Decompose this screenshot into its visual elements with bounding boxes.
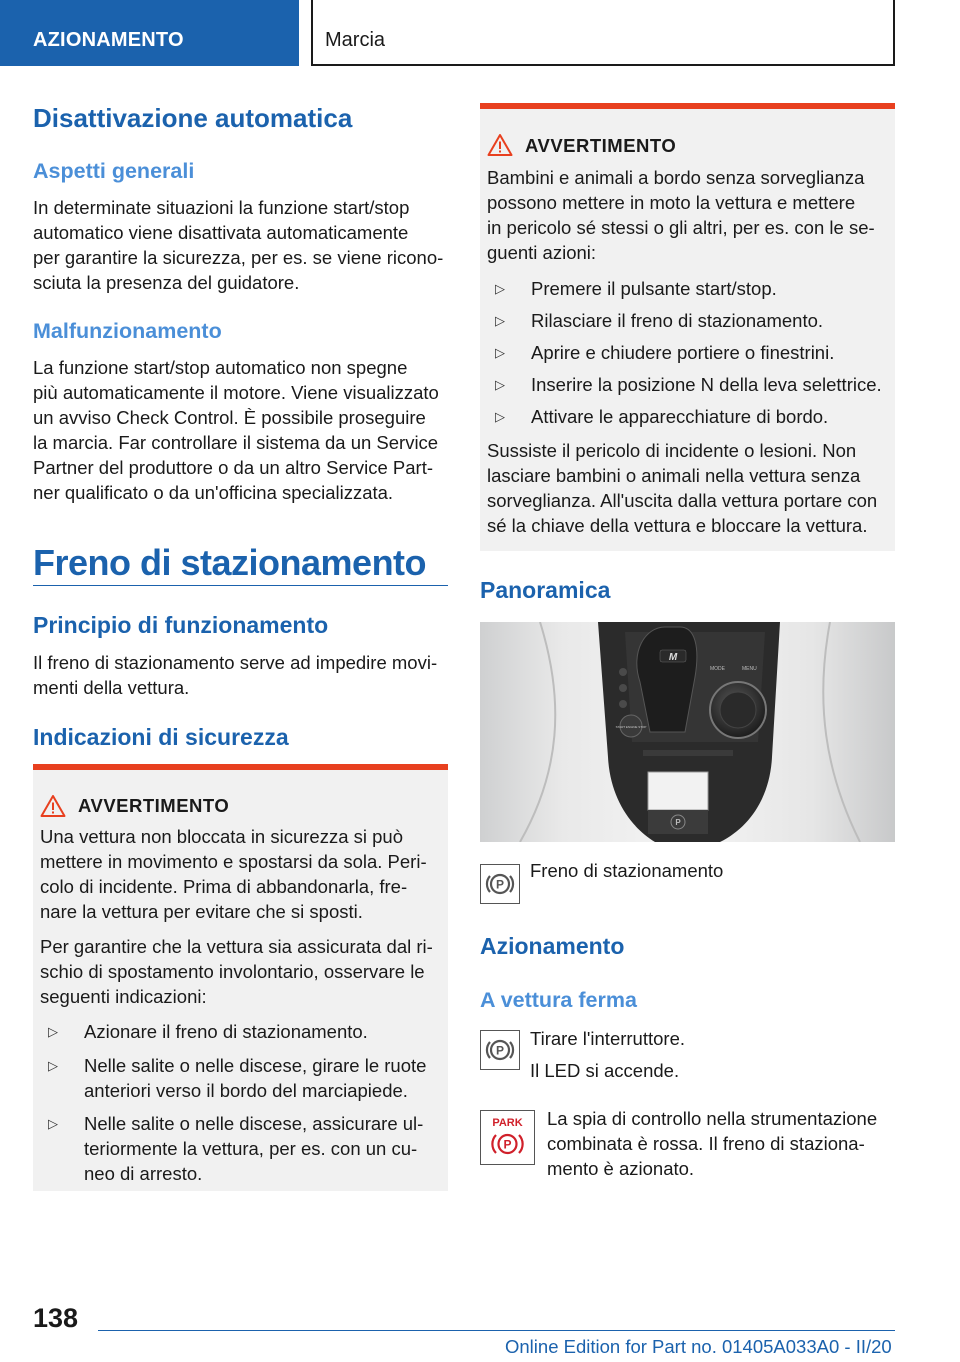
warning-title: AVVERTIMENTO [78, 795, 230, 816]
header-chapter-label: Marcia [325, 29, 386, 51]
m-badge-label: M [668, 652, 678, 663]
text-led: Il LED si accende. [530, 1060, 680, 1081]
text-line: Inserire la posizione N della leva selettrice. [531, 374, 882, 395]
paragraph-aspetti [33, 195, 448, 295]
bullet-triangle-icon: ▷ [495, 377, 505, 392]
footer-edition: Online Edition for Part no. 01405A033A0 - II/20 [505, 1336, 892, 1357]
center-console-photo [480, 622, 895, 842]
text-line: la marcia. Far controllare il sistema da un Service [33, 432, 439, 453]
heading-panoramica: Panoramica [480, 577, 611, 603]
park-warning-lamp-icon [480, 1110, 535, 1165]
menu-label: MENU [742, 666, 757, 672]
text-line: in pericolo sé stessi o gli altri, per es. con le se‐ [487, 217, 875, 238]
heading-disattivazione: Disattivazione automatica [33, 103, 353, 133]
console-illustration [480, 622, 895, 842]
start-stop-label: START ENGINE STOP [615, 725, 647, 729]
heading-azionamento: Azionamento [480, 933, 625, 959]
text-line: Nelle salite o nelle discese, girare le ruote [84, 1055, 427, 1076]
mode-label: MODE [710, 666, 725, 672]
text-line: mettere in movimento e spostarsi da sola. Peri‐ [40, 851, 427, 872]
header-section-tab [0, 0, 299, 66]
warning-box-right [480, 103, 895, 551]
text-line: Il freno di stazionamento serve ad impedire movi‐ [33, 652, 438, 673]
text-line: sé la chiave della vettura e bloccare la vettura. [487, 515, 868, 536]
bullet-triangle-icon: ▷ [495, 345, 505, 360]
svg-text:P: P [503, 1137, 512, 1152]
text-line: Partner del produttore o da un altro Service Part‐ [33, 457, 434, 478]
text-line: combinata è rossa. Il freno di staziona‐ [547, 1133, 865, 1154]
heading-freno-stazionamento: Freno di stazionamento [33, 542, 427, 583]
svg-text:P: P [495, 1043, 505, 1058]
bullet-triangle-icon: ▷ [48, 1024, 58, 1039]
svg-text:P: P [495, 877, 505, 892]
text-line: anteriori verso il bordo del marciapiede. [84, 1080, 408, 1101]
page-number: 138 [33, 1303, 79, 1333]
paragraph-principio [33, 650, 448, 700]
text-line: automatico viene disattivata automaticamente [33, 222, 409, 243]
heading-malfunzionamento: Malfunzionamento [33, 319, 222, 343]
text-line: neo di arresto. [84, 1163, 203, 1184]
caption-freno: Freno di stazionamento [530, 860, 724, 881]
text-line: nare la vettura per evitare che si sposti. [40, 901, 363, 922]
text-line: Una vettura non bloccata in sicurezza si può [40, 826, 404, 847]
text-line: sciuta la presenza del guidatore. [33, 272, 300, 293]
text-line: Attivare le apparecchiature di bordo. [531, 406, 829, 427]
text-line: teriormente la vettura, per es. con un cu‐ [84, 1138, 418, 1159]
warning-paragraph-2 [40, 934, 433, 1009]
text-line: Aprire e chiudere portiere o finestrini. [531, 342, 835, 363]
bullet-triangle-icon: ▷ [48, 1058, 58, 1073]
warning-triangle-icon [487, 133, 513, 157]
text-line: lasciare bambini o animali nella vettura senza [487, 465, 861, 486]
bullet-triangle-icon: ▷ [48, 1116, 58, 1131]
text-line: menti della vettura. [33, 677, 190, 698]
text-tirare: Tirare l'interruttore. [530, 1028, 686, 1049]
warning-title: AVVERTIMENTO [525, 135, 677, 156]
text-line: guenti azioni: [487, 242, 597, 263]
text-line: Nelle salite o nelle discese, assicurare ul‐ [84, 1113, 424, 1134]
text-line: seguenti indicazioni: [40, 986, 207, 1007]
text-line: Per garantire che la vettura sia assicurata dal ri‐ [40, 936, 433, 957]
text-line: per garantire la sicurezza, per es. se viene ricono‐ [33, 247, 444, 268]
text-line: La spia di controllo nella strumentazione [547, 1108, 878, 1129]
heading-underline [33, 585, 448, 586]
text-line: Bambini e animali a bordo senza sorveglianza [487, 167, 865, 188]
paragraph-spia [547, 1106, 877, 1181]
text-line: più automaticamente il motore. Viene visualizzato [33, 382, 439, 403]
heading-indicazioni: Indicazioni di sicurezza [33, 724, 289, 750]
bullet-triangle-icon: ▷ [495, 281, 505, 296]
bullet-triangle-icon: ▷ [495, 313, 505, 328]
text-line: Azionare il freno di stazionamento. [84, 1021, 368, 1042]
text-line: Premere il pulsante start/stop. [531, 278, 777, 299]
heading-vettura-ferma: A vettura ferma [480, 988, 637, 1012]
text-line: ner qualificato o da un'officina specializzata. [33, 482, 394, 503]
heading-principio: Principio di funzionamento [33, 612, 329, 638]
warning-box-left [33, 764, 448, 1191]
footer-rule [98, 1330, 895, 1331]
header-chapter-box [311, 0, 895, 66]
heading-aspetti-generali: Aspetti generali [33, 159, 195, 183]
text-line: Rilasciare il freno di stazionamento. [531, 310, 824, 331]
text-line: colo di incidente. Prima di abbandonarla, fre‐ [40, 876, 408, 897]
warning-paragraph-2 [487, 438, 877, 538]
text-line: Sussiste il pericolo di incidente o lesioni. Non [487, 440, 857, 461]
text-line: possono mettere in moto la vettura e mettere [487, 192, 856, 213]
park-label: PARK [492, 1117, 523, 1129]
bullet-triangle-icon: ▷ [495, 409, 505, 424]
warning-triangle-icon [40, 794, 66, 818]
header-section-label: AZIONAMENTO [33, 29, 184, 51]
paragraph-malfunzionamento [33, 355, 448, 505]
warning-paragraph-1 [40, 824, 427, 924]
text-line: un avviso Check Control. È possibile proseguire [33, 407, 426, 428]
parking-brake-switch-icon [480, 864, 520, 904]
text-line: schio di spostamento involontario, osservare le [40, 961, 425, 982]
text-line: In determinate situazioni la funzione start/stop [33, 197, 410, 218]
parking-brake-switch-icon [480, 1030, 520, 1070]
parking-switch-label: P [675, 818, 681, 827]
text-line: La funzione start/stop automatico non spegne [33, 357, 408, 378]
warning-paragraph-1 [487, 165, 875, 265]
text-line: mento è azionato. [547, 1158, 695, 1179]
text-line: sorveglianza. All'uscita dalla vettura portare con [487, 490, 878, 511]
